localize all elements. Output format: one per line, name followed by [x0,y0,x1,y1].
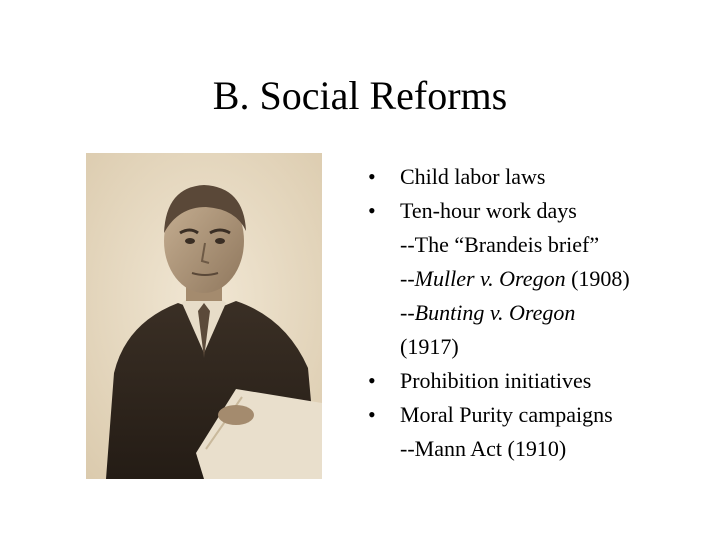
sub-suffix: (1908) [565,266,630,291]
sub-text: --The “Brandeis brief” [400,232,600,257]
case-name: Muller v. Oregon [414,266,566,291]
sub-text: --Mann Act (1910) [400,436,567,461]
bullet-text: Child labor laws [400,164,546,189]
sub-brandeis-brief [364,228,714,262]
case-name: Bunting v. Oregon [414,300,576,325]
portrait-image [86,153,322,479]
bullet-ten-hour [364,194,714,228]
portrait-photo [86,153,322,479]
sub-mann-act [364,432,714,466]
bullet-list [364,160,714,466]
sub-prefix: -- [400,266,415,291]
bullet-child-labor [364,160,714,194]
bullet-prohibition [364,364,714,398]
bullet-text: Moral Purity campaigns [400,402,613,427]
sub-bunting-v-oregon [364,296,714,330]
sub-prefix: -- [400,300,415,325]
bullet-text: Prohibition initiatives [400,368,592,393]
sub-text: (1917) [400,334,459,359]
bullet-moral-purity [364,398,714,432]
slide-title: B. Social Reforms [212,73,508,118]
bullet-text: Ten-hour work days [400,198,577,223]
sub-bunting-year [364,330,714,364]
sub-muller-v-oregon [364,262,714,296]
